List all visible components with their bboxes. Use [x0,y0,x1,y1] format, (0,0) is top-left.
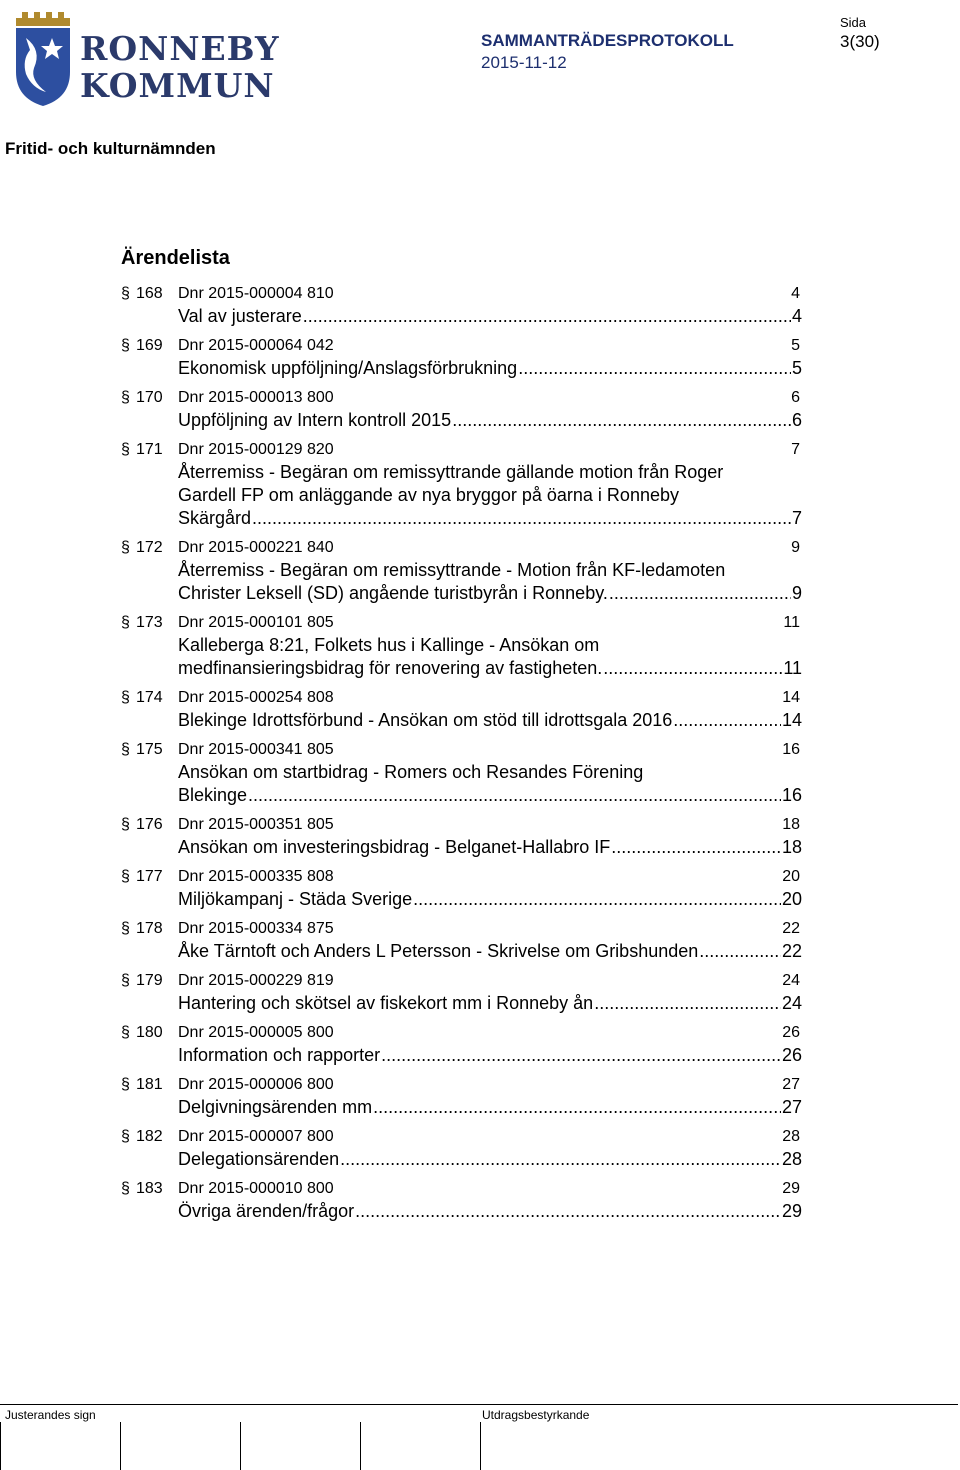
toc-entry[interactable] [121,438,811,530]
title-text: Skärgård [178,508,252,528]
paragraph-number: 178 [136,920,163,937]
paragraph-number: 179 [136,972,163,989]
entry-page-number: 6 [791,389,800,406]
title-line [178,836,802,859]
title-text: Återremiss - Begäran om remissyttrande gällande motion från Roger [178,462,724,482]
toc-entry[interactable] [121,282,811,328]
dot-leader [373,1096,781,1119]
dot-leader [452,409,791,432]
title-page-number: 7 [791,508,802,528]
dot-leader [518,357,791,380]
paragraph-sign: § [121,285,130,302]
toc-entry-header [121,813,811,836]
toc-entry-header [121,438,811,461]
paragraph-sign: § [121,868,130,885]
toc-entry-header [121,738,811,761]
toc-entry[interactable] [121,865,811,911]
toc-entry-header [121,1021,811,1044]
toc-entry-title [178,1044,802,1067]
title-page-number: 14 [781,710,802,730]
case-number: Dnr 2015-000101 805 [178,614,334,631]
title-line [178,761,802,784]
entry-page-number: 9 [791,539,800,556]
paragraph-sign: § [121,1076,130,1093]
organization-name: Fritid- och kulturnämnden [5,139,216,158]
signature-box-divider [360,1422,361,1470]
signature-box-divider [240,1422,241,1470]
title-text: Övriga ärenden/frågor [178,1201,355,1221]
title-page-number: 16 [781,785,802,805]
paragraph-number: 176 [136,816,163,833]
entry-page-number: 26 [782,1024,800,1041]
toc-entry[interactable] [121,536,811,605]
entry-page-number: 4 [791,285,800,302]
title-line [178,357,802,380]
case-number: Dnr 2015-000254 808 [178,689,334,706]
paragraph-number: 183 [136,1180,163,1197]
title-text: medfinansieringsbidrag för renovering av fastigheten. [178,658,603,678]
toc-entry-header [121,1125,811,1148]
dot-leader [673,709,781,732]
title-text: Gardell FP om anläggande av nya bryggor på öarna i Ronneby [178,485,679,505]
signature-box-divider [480,1422,481,1470]
paragraph-sign: § [121,972,130,989]
coat-of-arms-icon [12,10,74,108]
signature-box-divider [0,1422,1,1470]
title-line [178,657,802,680]
paragraph-sign: § [121,1180,130,1197]
toc-entry-header [121,536,811,559]
entry-page-number: 11 [783,614,800,631]
toc-heading: Ärendelista [121,247,230,269]
title-line [178,305,802,328]
dot-leader [381,1044,781,1067]
dot-leader [413,888,781,911]
title-line [178,1200,802,1223]
dot-leader [603,657,782,680]
title-text: Ekonomisk uppföljning/Anslagsförbrukning [178,358,518,378]
title-line [178,409,802,432]
title-line [178,784,802,807]
toc-entry-title [178,559,802,605]
toc-entry-title [178,992,802,1015]
document-title: SAMMANTRÄDESPROTOKOLL [481,31,734,50]
dot-leader [252,507,791,530]
title-line [178,888,802,911]
title-page-number: 26 [781,1045,802,1065]
toc-entry[interactable] [121,917,811,963]
paragraph-number: 182 [136,1128,163,1145]
paragraph-sign: § [121,389,130,406]
paragraph-sign: § [121,337,130,354]
title-text: Delegationsärenden [178,1149,340,1169]
paragraph-sign: § [121,920,130,937]
case-number: Dnr 2015-000341 805 [178,741,334,758]
paragraph-sign: § [121,741,130,758]
title-text: Information och rapporter [178,1045,381,1065]
toc-entry[interactable] [121,686,811,732]
title-line [178,940,802,963]
toc-entry-header [121,334,811,357]
paragraph-sign: § [121,614,130,631]
table-of-contents [121,282,811,1229]
toc-entry-title [178,357,802,380]
toc-entry[interactable] [121,813,811,859]
entry-page-number: 18 [782,816,800,833]
dot-leader [594,992,781,1015]
dot-leader [340,1148,781,1171]
meeting-date: 2015-11-12 [481,53,567,72]
title-text: Blekinge Idrottsförbund - Ansökan om stöd till idrottsgala 2016 [178,710,673,730]
title-page-number: 28 [781,1149,802,1169]
case-number: Dnr 2015-000229 819 [178,972,334,989]
entry-page-number: 28 [782,1128,800,1145]
title-line [178,461,802,484]
title-line [178,1148,802,1171]
title-text: Uppföljning av Intern kontroll 2015 [178,410,452,430]
case-number: Dnr 2015-000129 820 [178,441,334,458]
municipality-logo [12,10,280,110]
case-number: Dnr 2015-000334 875 [178,920,334,937]
signature-box-divider [120,1422,121,1470]
title-text: Blekinge [178,785,248,805]
toc-entry[interactable] [121,334,811,380]
title-page-number: 29 [781,1201,802,1221]
logo-text-line2: KOMMUN [80,66,275,105]
title-text: Ansökan om startbidrag - Romers och Resandes Förening [178,762,644,782]
certification-label: Utdragsbestyrkande [482,1408,590,1422]
entry-page-number: 29 [782,1180,800,1197]
title-line [178,634,802,657]
paragraph-sign: § [121,689,130,706]
title-text: Delgivningsärenden mm [178,1097,373,1117]
entry-page-number: 20 [782,868,800,885]
title-page-number: 5 [791,358,802,378]
signature-label: Justerandes sign [5,1408,96,1422]
title-line [178,1096,802,1119]
case-number: Dnr 2015-000007 800 [178,1128,334,1145]
toc-entry-title [178,1200,802,1223]
toc-entry-header [121,611,811,634]
title-page-number: 6 [791,410,802,430]
title-text: Åke Tärntoft och Anders L Petersson - Skrivelse om Gribshunden [178,941,699,961]
entry-page-number: 22 [782,920,800,937]
paragraph-number: 177 [136,868,163,885]
entry-page-number: 5 [791,337,800,354]
toc-entry-title [178,888,802,911]
title-text: Val av justerare [178,306,302,326]
paragraph-sign: § [121,539,130,556]
signature-footer [0,1404,960,1470]
toc-entry-header [121,282,811,305]
toc-entry-header [121,865,811,888]
paragraph-sign: § [121,1024,130,1041]
toc-entry-title [178,940,802,963]
entry-page-number: 24 [782,972,800,989]
entry-page-number: 7 [791,441,800,458]
paragraph-number: 181 [136,1076,163,1093]
entry-page-number: 14 [782,689,800,706]
title-text: Ansökan om investeringsbidrag - Belganet-Hallabro IF [178,837,611,857]
paragraph-number: 171 [136,441,163,458]
toc-entry-title [178,409,802,432]
title-page-number: 27 [781,1097,802,1117]
paragraph-sign: § [121,1128,130,1145]
toc-entry-header [121,969,811,992]
title-line [178,507,802,530]
entry-page-number: 27 [782,1076,800,1093]
title-page-number: 9 [791,583,802,603]
dot-leader [248,784,781,807]
entry-page-number: 16 [782,741,800,758]
paragraph-number: 170 [136,389,163,406]
toc-entry[interactable] [121,1177,811,1223]
title-page-number: 4 [791,306,802,326]
paragraph-number: 172 [136,539,163,556]
title-page-number: 18 [781,837,802,857]
paragraph-number: 173 [136,614,163,631]
paragraph-number: 174 [136,689,163,706]
paragraph-number: 169 [136,337,163,354]
case-number: Dnr 2015-000005 800 [178,1024,334,1041]
paragraph-sign: § [121,816,130,833]
title-page-number: 22 [781,941,802,961]
toc-entry-header [121,386,811,409]
case-number: Dnr 2015-000221 840 [178,539,334,556]
title-line [178,484,802,507]
toc-entry-title [178,709,802,732]
case-number: Dnr 2015-000004 810 [178,285,334,302]
page-number: 3(30) [840,32,880,51]
title-text: Återremiss - Begäran om remissyttrande - Motion från KF-ledamoten [178,560,726,580]
dot-leader [611,836,781,859]
dot-leader [699,940,781,963]
toc-entry[interactable] [121,1073,811,1119]
case-number: Dnr 2015-000010 800 [178,1180,334,1197]
logo-text-line1: RONNEBY [80,29,280,68]
toc-entry-title [178,761,802,807]
paragraph-sign: § [121,441,130,458]
title-line [178,582,802,605]
toc-entry-header [121,1073,811,1096]
title-line [178,1044,802,1067]
footer-divider [0,1404,958,1405]
toc-entry-title [178,634,802,680]
toc-entry-header [121,917,811,940]
title-page-number: 20 [781,889,802,909]
toc-entry-title [178,836,802,859]
title-text: Hantering och skötsel av fiskekort mm i Ronneby ån [178,993,594,1013]
toc-entry[interactable] [121,386,811,432]
case-number: Dnr 2015-000013 800 [178,389,334,406]
case-number: Dnr 2015-000351 805 [178,816,334,833]
title-text: Miljökampanj - Städa Sverige [178,889,413,909]
toc-entry[interactable] [121,1021,811,1067]
toc-entry[interactable] [121,738,811,807]
title-line [178,992,802,1015]
paragraph-number: 175 [136,741,163,758]
title-line [178,709,802,732]
dot-leader [355,1200,781,1223]
title-page-number: 11 [783,658,802,678]
page-label: Sida [840,15,867,30]
paragraph-number: 168 [136,285,163,302]
case-number: Dnr 2015-000006 800 [178,1076,334,1093]
toc-entry[interactable] [121,1125,811,1171]
dot-leader [609,582,791,605]
toc-entry[interactable] [121,611,811,680]
title-line [178,559,802,582]
toc-entry-title [178,461,802,530]
toc-entry-title [178,305,802,328]
case-number: Dnr 2015-000064 042 [178,337,334,354]
paragraph-number: 180 [136,1024,163,1041]
case-number: Dnr 2015-000335 808 [178,868,334,885]
toc-entry[interactable] [121,969,811,1015]
title-text: Kalleberga 8:21, Folkets hus i Kallinge - Ansökan om [178,635,600,655]
title-page-number: 24 [781,993,802,1013]
title-text: Christer Leksell (SD) angående turistbyrån i Ronneby. [178,583,608,603]
toc-entry-title [178,1148,802,1171]
toc-entry-header [121,686,811,709]
toc-entry-title [178,1096,802,1119]
dot-leader [303,305,791,328]
toc-entry-header [121,1177,811,1200]
